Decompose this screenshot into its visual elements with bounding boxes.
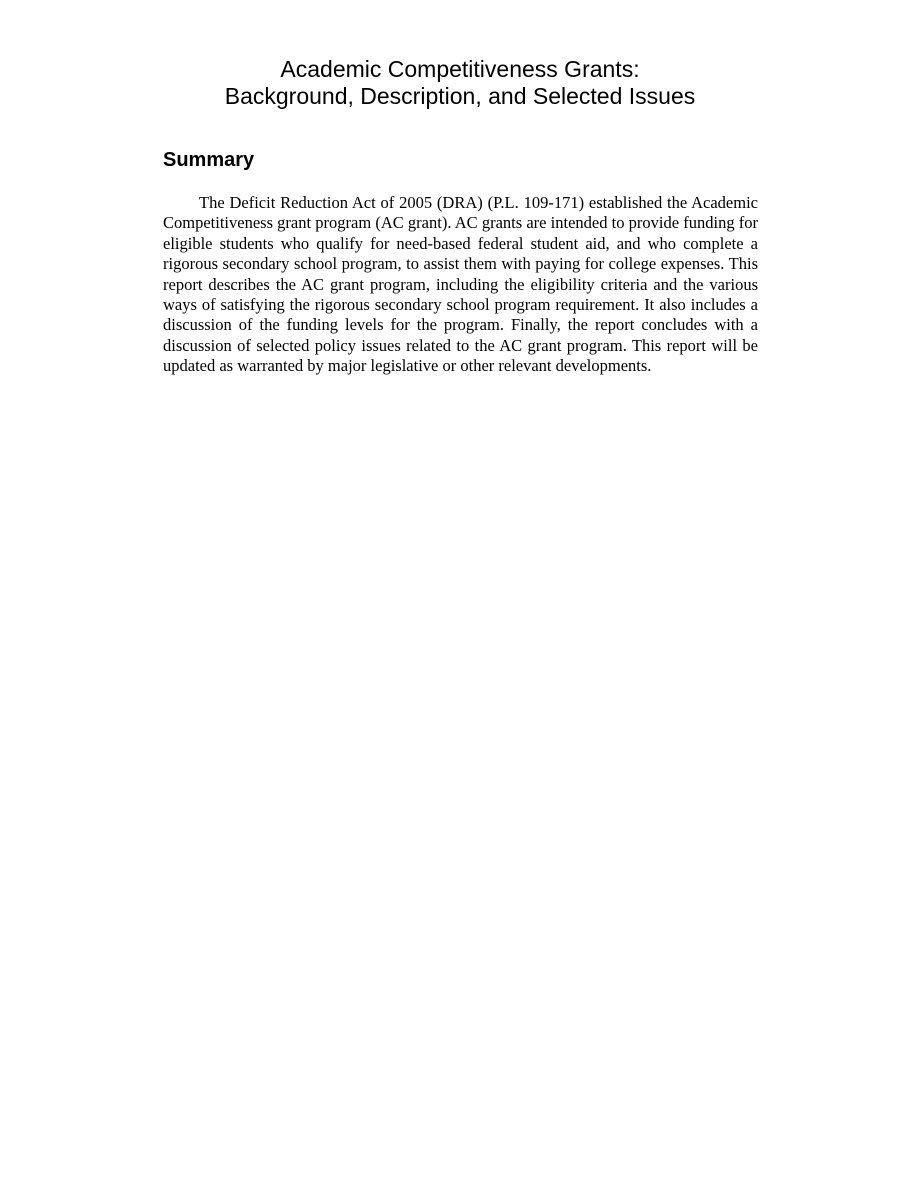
title-line-1: Academic Competitiveness Grants: xyxy=(280,56,640,82)
title-line-2: Background, Description, and Selected Issues xyxy=(224,83,696,109)
summary-heading: Summary xyxy=(163,149,255,171)
summary-paragraph: The Deficit Reduction Act of 2005 (DRA) (P.L. 109-171) established the Academic Competitiveness grant program (AC grant). AC grants are intended to provide funding for eligible students who qualify for need-based federal student aid, and who complete a rigorous secondary school program, to assist them with paying for college expenses. This report describes the AC grant program, including the eligibility criteria and the various ways of satisfying the rigorous secondary school program requirement. It also includes a discussion of the funding levels for the program. Finally, the report concludes with a discussion of selected policy issues related to the AC grant program. This report will be updated as warranted by major legislative or other relevant developments. xyxy=(163,193,758,376)
document-title xyxy=(0,56,920,110)
